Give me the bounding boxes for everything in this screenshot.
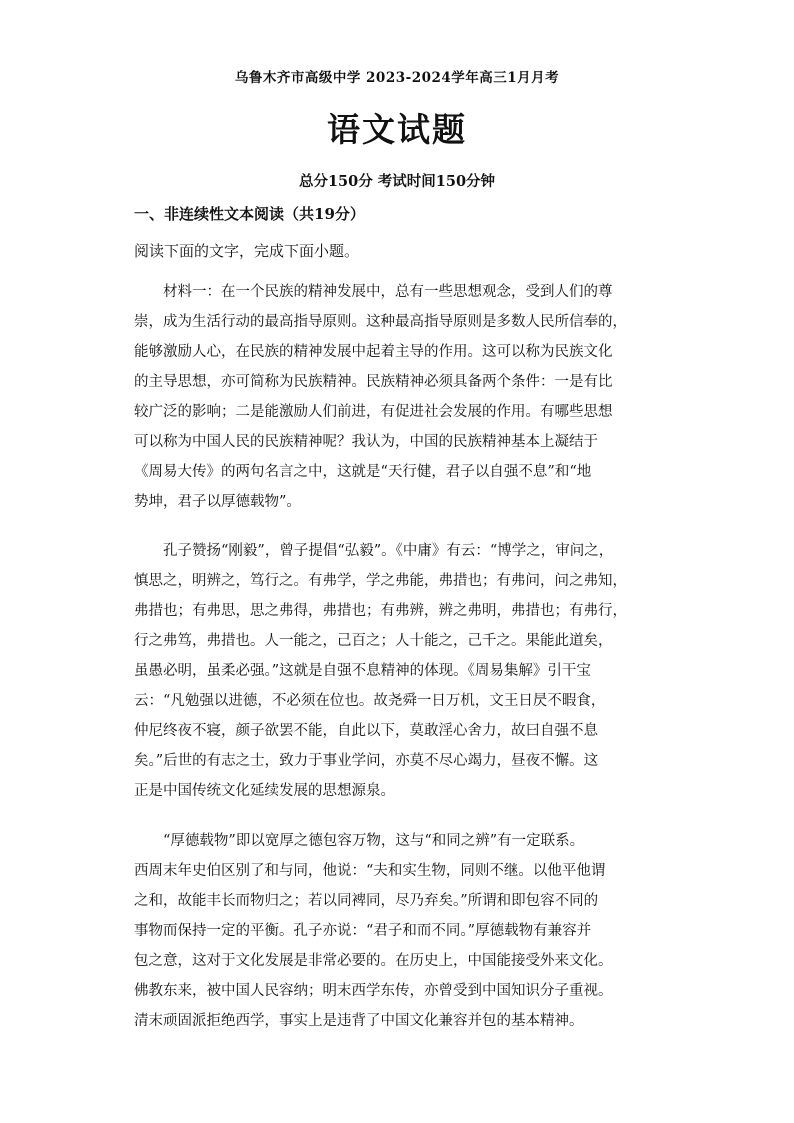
text-line: 事物而保持一定的平衡。孔子亦说：“君子和而不同。”厚德载物有兼容并: [134, 923, 592, 939]
text-line: 慎思之，明辨之，笃行之。有弗学，学之弗能，弗措也；有弗问，问之弗知，: [134, 573, 627, 589]
reading-instruction: 阅读下面的文字，完成下面小题。: [134, 242, 360, 260]
text-line: 行之弗笃，弗措也。人一能之，己百之；人十能之，己千之。果能此道矣，: [134, 633, 613, 649]
text-line: 弗措也；有弗思，思之弗得，弗措也；有弗辨，辨之弗明，弗措也；有弗行，: [134, 603, 627, 619]
text-line: 矣。”后世的有志之士，致力于事业学问，亦莫不尽心竭力，昼夜不懈。这: [134, 753, 599, 769]
text-line: 材料一：在一个民族的精神发展中，总有一些思想观念，受到人们的尊: [134, 284, 613, 300]
paragraph-2: [134, 536, 674, 806]
text-line: 《周易大传》的两句名言之中，这就是“天行健，君子以自强不息”和“地: [134, 464, 592, 480]
exam-info: 总分150分 考试时间150分钟: [298, 173, 496, 190]
text-line: 佛教东来，被中国人民容纳；明末西学东传，亦曾受到中国知识分子重视。: [134, 983, 613, 999]
text-line: 清末顽固派拒绝西学，事实上是违背了中国文化兼容并包的基本精神。: [134, 1013, 584, 1029]
section-heading: 一、非连续性文本阅读（共19分）: [134, 205, 365, 223]
text-line: 包之意，这对于文化发展是非常必要的。在历史上，中国能接受外来文化。: [134, 953, 613, 969]
text-line: 虽愚必明，虽柔必强。”这就是自强不息精神的体现。《周易集解》引干宝: [134, 663, 591, 679]
text-line: 云：“凡勉强以进德，不必须在位也。故尧舜一日万机，文王日昃不暇食，: [134, 693, 606, 709]
text-line: 较广泛的影响；二是能激励人们前进，有促进社会发展的作用。有哪些思想: [134, 404, 613, 420]
text-line: 崇，成为生活行动的最高指导原则。这种最高指导原则是多数人民所信奉的，: [134, 314, 627, 330]
paragraph-1: [134, 277, 674, 517]
text-line: 正是中国传统文化延续发展的思想源泉。: [134, 783, 395, 799]
text-line: 可以称为中国人民的民族精神呢？我认为，中国的民族精神基本上凝结于: [134, 434, 598, 450]
text-line: 孔子赞扬“刚毅”，曾子提倡“弘毅”。《中庸》有云：“博学之，审问之，: [134, 543, 614, 559]
text-line: 能够激励人心，在民族的精神发展中起着主导的作用。这可以称为民族文化: [134, 344, 613, 360]
text-line: “厚德载物”即以宽厚之德包容万物，这与“和同之辨”有一定联系。: [134, 833, 585, 849]
exam-header: 乌鲁木齐市高级中学 2023-2024学年高三1月月考: [234, 70, 560, 86]
text-line: 西周末年史伯区别了和与同，他说：“夫和实生物，同则不继。以他平他谓: [134, 863, 606, 879]
text-line: 仲尼终夜不寝，颜子欲罢不能，自此以下，莫敢淫心舍力，故曰自强不息: [134, 723, 598, 739]
text-line: 之和，故能丰长而物归之；若以同裨同，尽乃弃矣。”所谓和即包容不同的: [134, 893, 599, 909]
text-line: 势坤，君子以厚德载物”。: [134, 494, 301, 510]
text-line: 的主导思想，亦可简称为民族精神。民族精神必须具备两个条件：一是有比: [134, 374, 613, 390]
paragraph-3: [134, 826, 674, 1036]
page-title: 语文试题: [327, 110, 467, 149]
